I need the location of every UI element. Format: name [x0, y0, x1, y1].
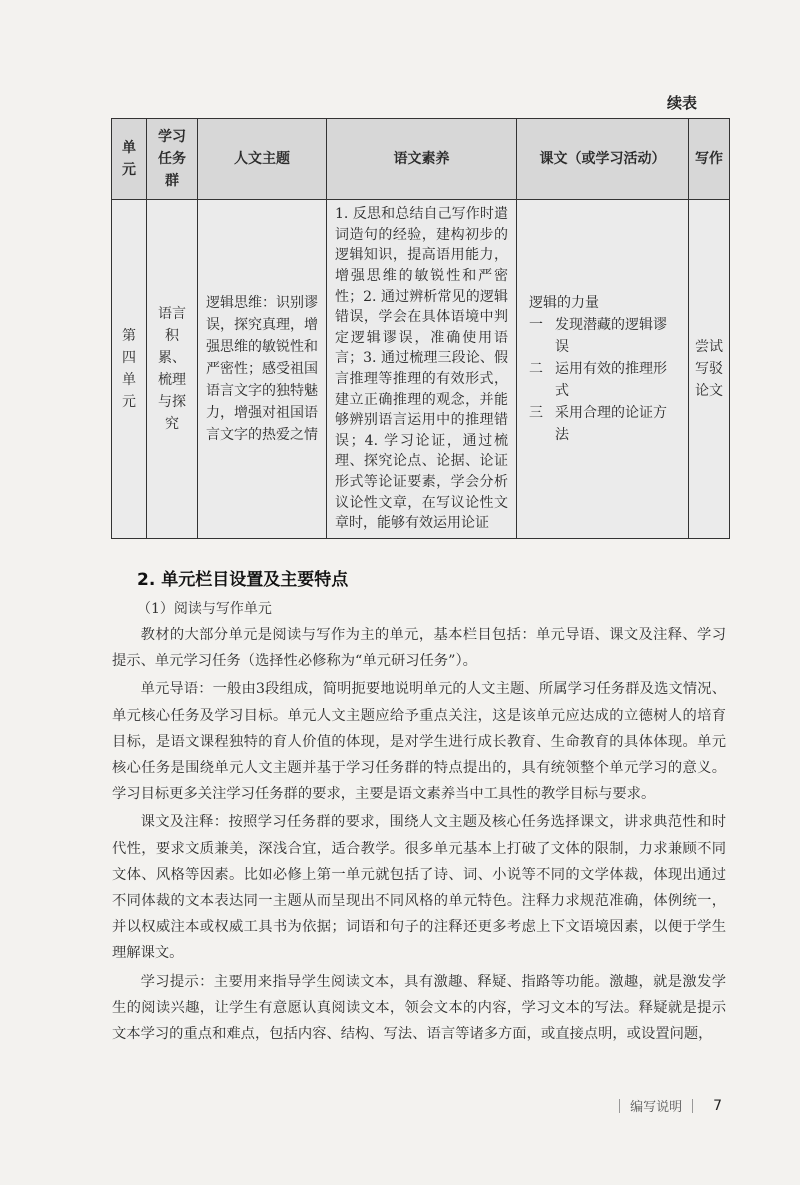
body-text — [112, 622, 726, 1049]
header-literacy: 语文素养 — [327, 119, 517, 200]
cell-task-group: 语言积累、梳理与探究 — [147, 200, 198, 539]
header-unit: 单元 — [112, 119, 147, 200]
header-texts: 课文（或学习活动） — [517, 119, 689, 200]
paragraph: 教材的大部分单元是阅读与写作为主的单元，基本栏目包括：单元导语、课文及注释、学习提示、单元学习任务（选择性必修称为“单元研习任务”）。 — [112, 627, 726, 670]
paragraph: 单元导语：一般由3段组成，简明扼要地说明单元的人文主题、所属学习任务群及选文情况、单元核心任务及学习目标。单元人文主题应给予重点关注，这是该单元应达成的立德树人的培育目标，是语文课程独特的育人价值的体现，是对学生进行成长教育、生命教育的具体体现。单元核心任务是围绕单元人文主题并基于学习任务群的特点提出的，具有统领整个单元学习的意义。学习目标更多关注学习任务群的要求，主要是语文素养当中工具性的教学目标与要求。 — [112, 681, 726, 803]
paragraph: 课文及注释：按照学习任务群的要求，围绕人文主题及核心任务选择课文，讲求典范性和时代性，要求文质兼美，深浅合宜，适合教学。很多单元基本上打破了文体的限制，力求兼顾不同文体、风格等因素。比如必修上第一单元就包括了诗、词、小说等不同的文学体裁，体现出通过不同体裁的文本表达同一主题从而呈现出不同风格的单元特色。注释力求规范准确，体例统一，并以权威注本或权威工具书为依据；词语和句子的注释还更多考虑上下文语境因素，以便于学生理解课文。 — [112, 814, 726, 962]
list-item: 三 采用合理的论证方法 — [529, 405, 667, 443]
cell-theme: 逻辑思维：识别谬误，探究真理，增强思维的敏锐性和严密性；感受祖国语言文字的独特魅力，增强对祖国语言文字的热爱之情 — [198, 200, 327, 539]
header-theme: 人文主题 — [198, 119, 327, 200]
paragraph: 学习提示：主要用来指导学生阅读文本，具有激趣、释疑、指路等功能。激趣，就是激发学生的阅读兴趣，让学生有意愿认真阅读文本，领会文本的内容，学习文本的写法。释疑就是提示文本学习的重点和难点，包括内容、结构、写法、语言等诸多方面，或直接点明，或设置问题， — [112, 973, 726, 1043]
cell-writing: 尝试写驳论文 — [689, 200, 730, 539]
page-number: 7 — [713, 1097, 722, 1114]
list-item: 一 发现潜藏的逻辑谬误 — [529, 317, 667, 355]
page-footer — [619, 1096, 722, 1115]
unit-table — [111, 118, 730, 539]
cell-literacy: 1. 反思和总结自己写作时遣词造句的经验，建构初步的逻辑知识，提高语用能力，增强思维的敏锐性和严密性；2. 通过辨析常见的逻辑错误，学会在具体语境中判定逻辑谬误，准确使用语言；3. 通过梳理三段论、假言推理等推理的有效形式，建立正确推理的观念，并能够辨别语言运用中的推理错误；4. 学习论证，通过梳理、探究论点、论据、论证形式等论证要素，学会分析议论性文章，在写议论性文章时，能够有效运用论证 — [327, 200, 517, 539]
continued-label: 续表 — [666, 94, 697, 112]
texts-title: 逻辑的力量 — [529, 295, 599, 311]
cell-unit: 第四单元 — [112, 200, 147, 539]
header-writing: 写作 — [689, 119, 730, 200]
header-task-group: 学习任务群 — [147, 119, 198, 200]
footer-divider — [619, 1099, 620, 1113]
footer-divider — [692, 1099, 693, 1113]
cell-texts — [517, 200, 689, 539]
section-heading: 2. 单元栏目设置及主要特点 — [137, 570, 349, 590]
list-item: 二 运用有效的推理形式 — [529, 361, 667, 399]
table-header-row — [112, 119, 730, 200]
table-row — [112, 200, 730, 539]
footer-section: 编写说明 — [630, 1100, 683, 1115]
subsection-heading: （1）阅读与写作单元 — [137, 601, 272, 617]
